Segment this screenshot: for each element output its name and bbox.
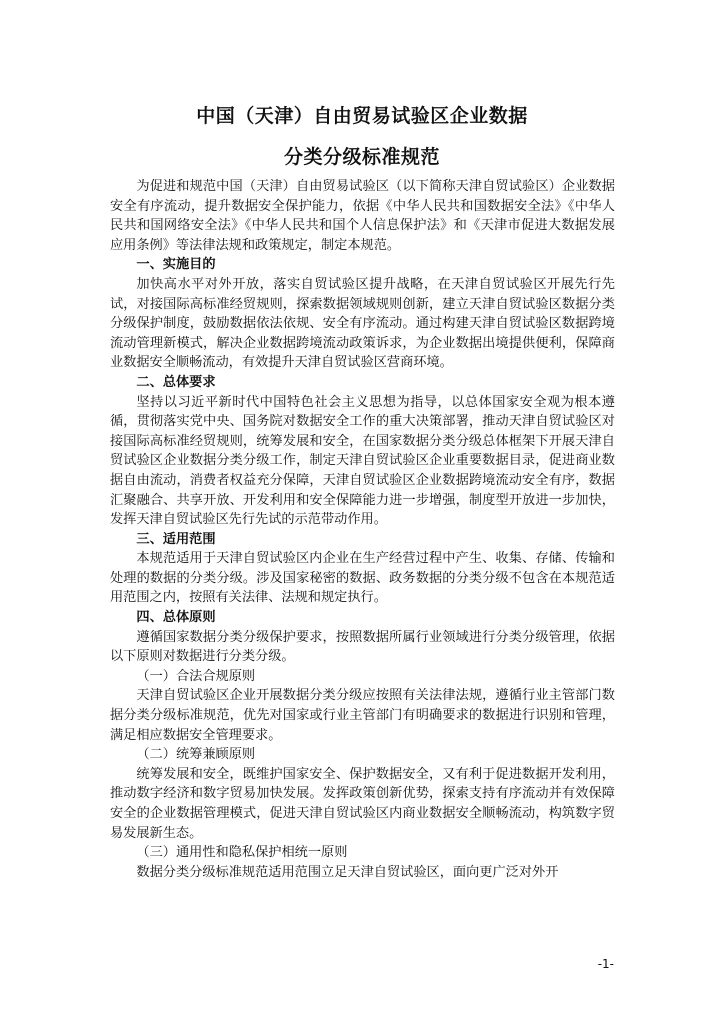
document-body [110, 177, 615, 882]
section-heading-purpose: 一、实施目的 [136, 257, 216, 273]
principle-heading-universality-privacy: （三）通用性和隐私保护相统一原则 [136, 845, 348, 861]
section-heading-scope: 三、适用范围 [136, 531, 216, 547]
intro-paragraph: 为促进和规范中国（天津）自由贸易试验区（以下简称天津自贸试验区）企业数据安全有序流动，提升数据安全保护能力，依据《中华人民共和国数据安全法》《中华人民共和国网络安全法》《中华人民共和国个人信息保护法》和《天津市促进大数据发展应用条例》等法律法规和政策规定，制定本规范。 [110, 179, 615, 253]
principle-paragraph-coordination: 统筹发展和安全，既维护国家安全、保护数据安全，又有利于促进数据开发利用，推动数字经济和数字贸易加快发展。发挥政策创新优势，探索支持有序流动并有效保障安全的企业数据管理模式，促进天津自贸试验区内商业数据安全顺畅流动，构筑数字贸易发展新生态。 [110, 766, 615, 841]
section-paragraph-principles: 遵循国家数据分类分级保护要求，按照数据所属行业领域进行分类分级管理，依据以下原则对数据进行分类分级。 [110, 629, 615, 665]
section-heading-principles: 四、总体原则 [136, 610, 216, 626]
principle-paragraph-universality-privacy: 数据分类分级标准规范适用范围立足天津自贸试验区，面向更广泛对外开 [136, 864, 559, 880]
principle-heading-coordination: （二）统筹兼顾原则 [136, 747, 256, 763]
document-title-line-1: 中国（天津）自由贸易试验区企业数据 [196, 105, 528, 127]
document-title-line-2: 分类分级标准规范 [283, 146, 440, 168]
section-heading-requirements: 二、总体要求 [136, 374, 216, 390]
principle-heading-compliance: （一）合法合规原则 [136, 668, 256, 684]
principle-paragraph-compliance: 天津自贸试验区企业开展数据分类分级应按照有关法律法规，遵循行业主管部门数据分类分级标准规范，优先对国家或行业主管部门有明确要求的数据进行识别和管理，满足相应数据安全管理要求。 [110, 688, 615, 743]
section-paragraph-scope: 本规范适用于天津自贸试验区内企业在生产经营过程中产生、收集、存储、传输和处理的数据的分类分级。涉及国家秘密的数据、政务数据的分类分级不包含在本规范适用范围之内，按照有关法律、法规和规定执行。 [110, 551, 615, 606]
page-number: -1- [597, 957, 614, 971]
section-paragraph-purpose: 加快高水平对外开放，落实自贸试验区提升战略，在天津自贸试验区开展先行先试，对接国际高标准经贸规则，探索数据领域规则创新，建立天津自贸试验区数据分类分级保护制度，鼓励数据依法依规、安全有序流动。通过构建天津自贸试验区数据跨境流动管理新模式，解决企业数据跨境流动政策诉求，为企业数据出境提供便利，保障商业数据安全顺畅流动，有效提升天津自贸试验区营商环境。 [110, 276, 615, 371]
section-paragraph-requirements: 坚持以习近平新时代中国特色社会主义思想为指导，以总体国家安全观为根本遵循，贯彻落实党中央、国务院对数据安全工作的重大决策部署，推动天津自贸试验区对接国际高标准经贸规则，统筹发展和安全，在国家数据分类分级总体框架下开展天津自贸试验区企业数据分类分级工作，制定天津自贸试验区企业重要数据目录，促进商业数据自由流动，消费者权益充分保障，天津自贸试验区企业数据跨境流动安全有序，数据汇聚融合、共享开放、开发利用和安全保障能力进一步增强，制度型开放进一步加快，发挥天津自贸试验区先行先试的示范带动作用。 [110, 394, 615, 528]
